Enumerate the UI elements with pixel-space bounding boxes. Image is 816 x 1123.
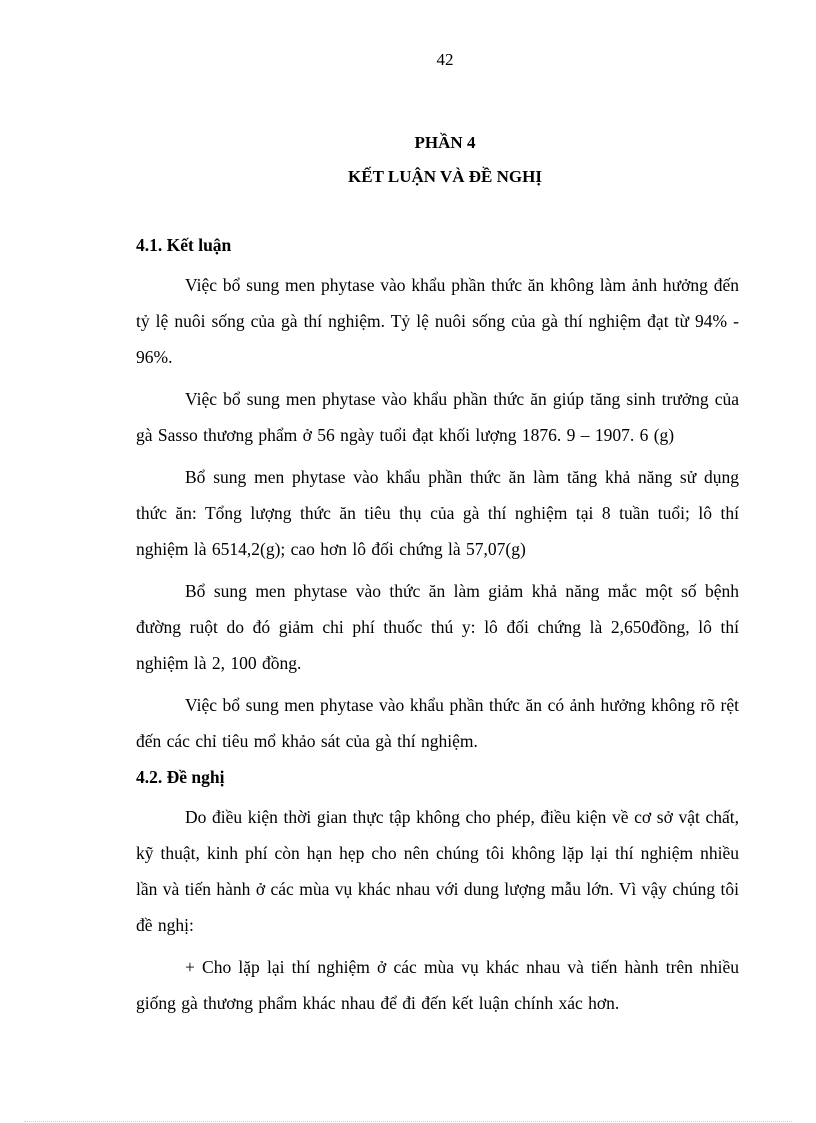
section-recommendation	[136, 765, 739, 1021]
paragraph: Bổ sung men phytase vào khẩu phần thức ăn làm tăng khả năng sử dụng thức ăn: Tổng lượng thức ăn tiêu thụ của gà thí nghiệm tại 8 tuần tuổi; lô thí nghiệm là 6514,2(g); cao hơn lô đối chứng là 57,07(g)	[136, 467, 739, 559]
page-bottom-divider	[24, 1121, 792, 1122]
section-heading-conclusion: 4.1. Kết luận	[136, 235, 232, 255]
document-body	[136, 233, 739, 1027]
section-conclusion	[136, 233, 739, 759]
page-number: 42	[436, 50, 454, 69]
section-heading-recommendation: 4.2. Đề nghị	[136, 767, 225, 787]
paragraph: Việc bổ sung men phytase vào khẩu phần thức ăn giúp tăng sinh trưởng của gà Sasso thương phẩm ở 56 ngày tuổi đạt khối lượng 1876. 9 – 1907. 6 (g)	[136, 389, 739, 445]
paragraph: Việc bổ sung men phytase vào khẩu phần thức ăn có ảnh hưởng không rõ rệt đến các chỉ tiêu mổ khảo sát của gà thí nghiệm.	[136, 695, 739, 751]
paragraph: + Cho lặp lại thí nghiệm ở các mùa vụ khác nhau và tiến hành trên nhiều giống gà thương phẩm khác nhau để đi đến kết luận chính xác hơn.	[136, 957, 739, 1013]
part-title: PHẦN 4	[414, 133, 476, 152]
paragraph: Do điều kiện thời gian thực tập không cho phép, điều kiện về cơ sở vật chất, kỹ thuật, kinh phí còn hạn hẹp cho nên chúng tôi không lặp lại thí nghiệm nhiều lần và tiến hành ở các mùa vụ khác nhau với dung lượng mẫu lớn. Vì vậy chúng tôi đề nghị:	[136, 807, 739, 935]
chapter-title: KẾT LUẬN VÀ ĐỀ NGHỊ	[348, 167, 542, 186]
paragraph: Bổ sung men phytase vào thức ăn làm giảm khả năng mắc một số bệnh đường ruột do đó giảm chi phí thuốc thú y: lô đối chứng là 2,650đồng, lô thí nghiệm là 2, 100 đồng.	[136, 581, 739, 673]
paragraph: Việc bổ sung men phytase vào khẩu phần thức ăn không làm ảnh hưởng đến tỷ lệ nuôi sống của gà thí nghiệm. Tỷ lệ nuôi sống của gà thí nghiệm đạt từ 94% - 96%.	[136, 275, 739, 367]
